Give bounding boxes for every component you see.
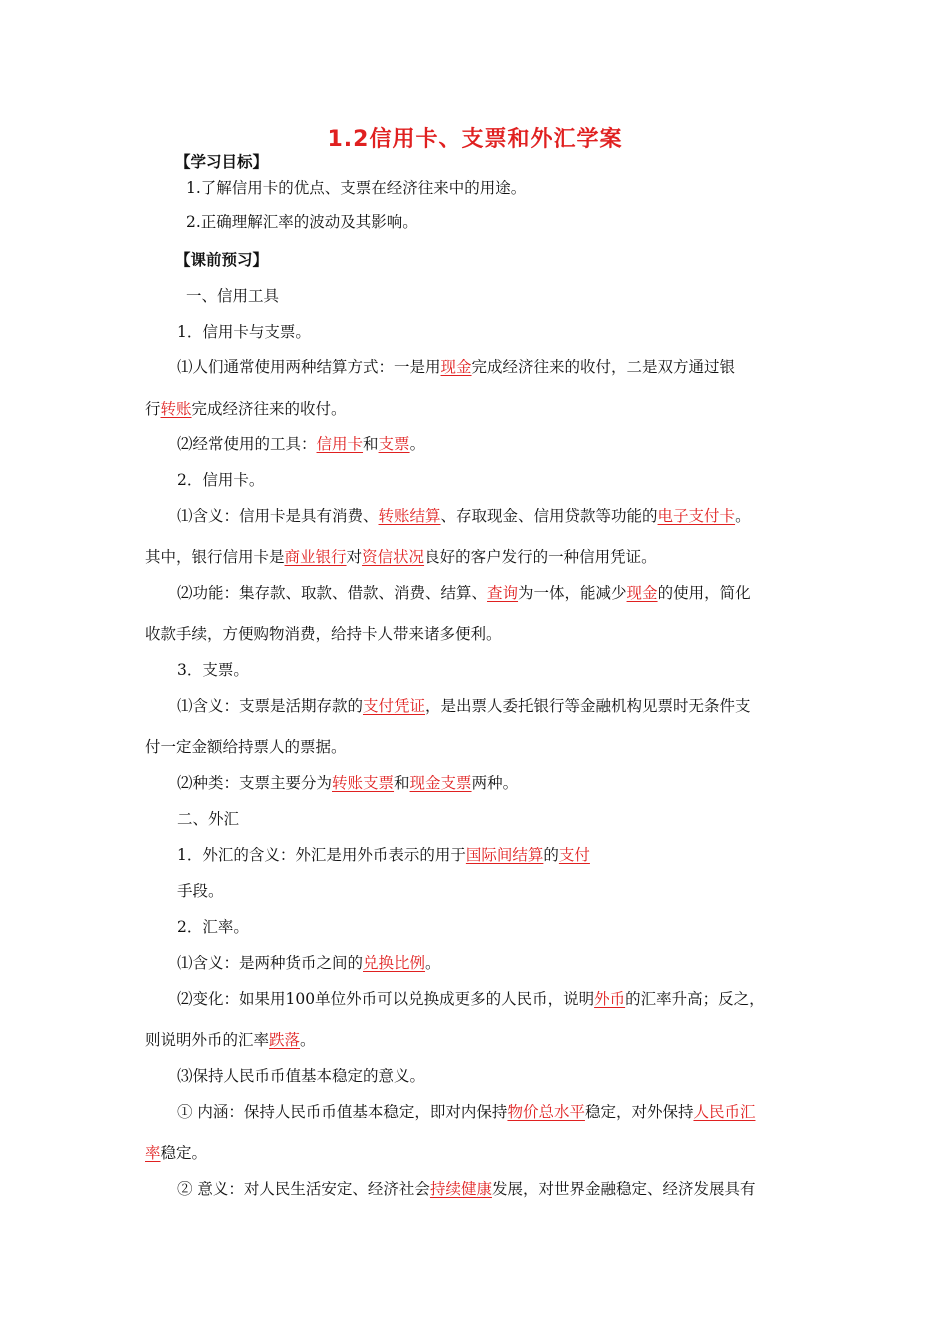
text: ⑵种类：支票主要分为 (177, 774, 333, 792)
text-line (177, 953, 441, 973)
answer-blank: 现金 (626, 584, 658, 602)
text: 和 (363, 435, 379, 453)
subsection-heading: 1．信用卡与支票。 (177, 323, 311, 341)
text: ⑵经常使用的工具： (177, 435, 317, 453)
text-line (177, 1102, 755, 1122)
text: 。 (735, 507, 751, 525)
text: 完成经济往来的收付。 (191, 400, 347, 418)
answer-blank: 转账 (160, 400, 192, 418)
text: 其中，银行信用卡是 (145, 548, 285, 566)
section-heading: 一、信用工具 (186, 287, 280, 305)
answer-blank: 支付凭证 (363, 697, 426, 715)
answer-blank: 现金支票 (409, 774, 472, 792)
text: ⑴人们通常使用两种结算方式：一是用 (177, 358, 441, 376)
answer-blank: 持续健康 (429, 1180, 492, 1198)
answer-blank: 率 (145, 1144, 161, 1162)
text-line (145, 1030, 316, 1050)
answer-blank: 支付 (558, 846, 590, 864)
text-line: 付一定金额给持票人的票据。 (145, 738, 347, 756)
text: 对 (346, 548, 363, 566)
text-line (177, 1179, 755, 1199)
text-line (177, 357, 735, 377)
goals-heading: 【学习目标】 (175, 153, 269, 171)
answer-blank: 跌落 (269, 1031, 301, 1049)
answer-blank: 转账结算 (378, 507, 441, 525)
text: ，是出票人委托银行等金融机构见票时无条件支 (425, 697, 751, 715)
answer-blank: 兑换比例 (363, 954, 426, 972)
answer-blank: 资信状况 (362, 548, 425, 566)
text-line (177, 845, 590, 865)
text: 的使用，简化 (657, 584, 751, 602)
text-line: 收款手续，方便购物消费，给持卡人带来诸多便利。 (145, 625, 502, 643)
text-line (177, 989, 765, 1009)
text: ⑵功能：集存款、取款、借款、消费、结算、 (177, 584, 488, 602)
text-line (145, 547, 657, 567)
text-line (145, 1143, 207, 1163)
text: 稳定。 (160, 1144, 208, 1162)
text-line (177, 506, 751, 526)
text-line (145, 399, 347, 419)
answer-blank: 现金 (440, 358, 472, 376)
answer-blank: 支票 (378, 435, 410, 453)
text: 1．外汇的含义：外汇是用外币表示的用于 (177, 846, 466, 864)
section-heading: 二、外汇 (177, 810, 240, 828)
text: 。 (425, 954, 441, 972)
text: 的汇率升高；反之， (625, 990, 765, 1008)
text: 发展，对世界金融稳定、经济发展具有 (491, 1180, 756, 1198)
text: 良好的客户发行的一种信用凭证。 (424, 548, 657, 566)
subsection-heading: 2．汇率。 (177, 918, 249, 936)
text: 和 (394, 774, 410, 792)
answer-blank: 转账支票 (332, 774, 395, 792)
text: ② 意义：对人民生活安定、经济社会 (177, 1180, 430, 1198)
text: 完成经济往来的收付，二是双方通过银 (471, 358, 736, 376)
text-line: ⑶保持人民币币值基本稳定的意义。 (177, 1067, 426, 1085)
text: ⑴含义：是两种货币之间的 (177, 954, 364, 972)
text-line: 手段。 (177, 882, 224, 900)
goal-item: 1.了解信用卡的优点、支票在经济往来中的用途。 (186, 179, 527, 197)
text-line (177, 773, 518, 793)
text: 、存取现金、信用贷款等功能的 (440, 507, 658, 525)
answer-blank: 查询 (487, 584, 519, 602)
goal-item: 2.正确理解汇率的波动及其影响。 (186, 213, 418, 231)
text: 两种。 (471, 774, 519, 792)
answer-blank: 商业银行 (284, 548, 347, 566)
text: ① 内涵：保持人民币币值基本稳定，即对内保持 (177, 1103, 508, 1121)
subsection-heading: 3．支票。 (177, 661, 249, 679)
text: 的 (543, 846, 559, 864)
text: ⑴含义：支票是活期存款的 (177, 697, 364, 715)
answer-blank: 物价总水平 (507, 1103, 585, 1121)
text: ⑴含义：信用卡是具有消费、 (177, 507, 379, 525)
text: 稳定，对外保持 (584, 1103, 694, 1121)
answer-blank: 国际间结算 (465, 846, 544, 864)
preview-heading: 【课前预习】 (175, 251, 269, 269)
text-line (177, 434, 425, 454)
text: 。 (409, 435, 426, 453)
text: 则说明外币的汇率 (145, 1031, 270, 1049)
text: 。 (300, 1031, 316, 1049)
text: ⑵变化：如果用100单位外币可以兑换成更多的人民币，说明 (177, 990, 595, 1008)
answer-blank: 人民币汇 (693, 1103, 756, 1121)
text: 为一体，能减少 (518, 584, 627, 602)
answer-blank: 电子支付卡 (657, 507, 736, 525)
text-line (177, 583, 751, 603)
answer-blank: 信用卡 (316, 435, 364, 453)
subsection-heading: 2．信用卡。 (177, 471, 265, 489)
page-title: 1.2信用卡、支票和外汇学案 (327, 127, 623, 152)
answer-blank: 外币 (594, 990, 626, 1008)
text-line (177, 696, 751, 716)
text: 行 (145, 400, 161, 418)
